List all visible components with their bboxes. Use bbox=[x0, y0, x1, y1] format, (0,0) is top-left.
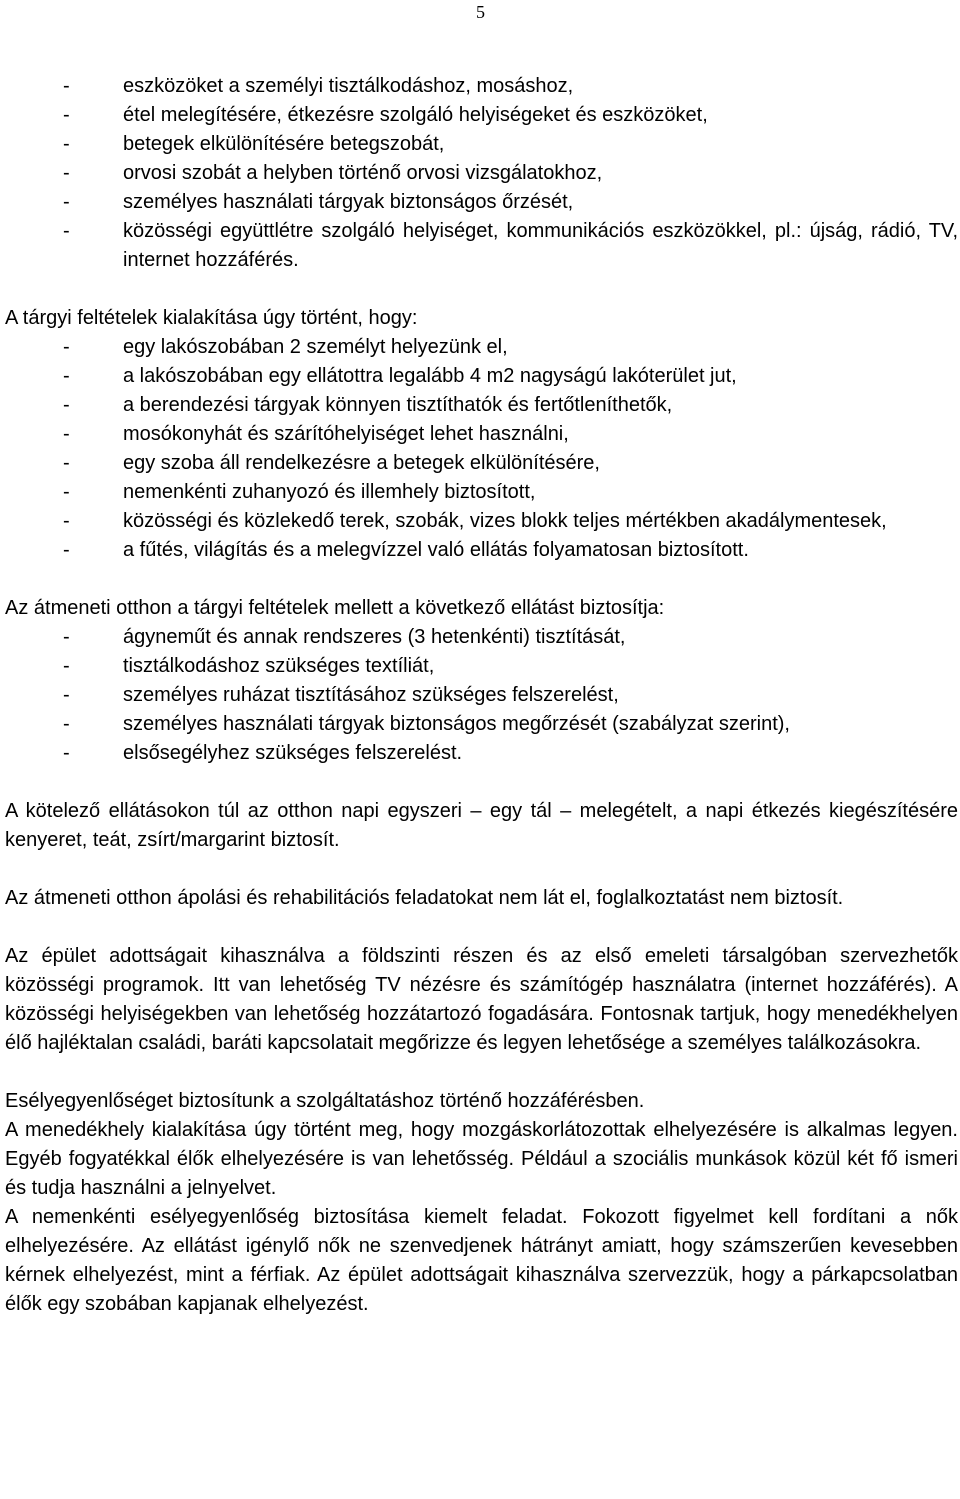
facilities-list bbox=[5, 72, 958, 275]
paragraph-gender-equality: A nemenkénti esélyegyenlőség biztosítása kiemelt feladat. Fokozott figyelmet kell fordítani a nők elhelyezésére. Az ellátást igénylő nők ne szenvedjenek hátrányt amiatt, hogy számszerűen kevesebben kérnek elhelyezést, mint a férfiak. Az épület adottságait kihasználva szervezzük, hogy a párkapcsolatban élők egy szobában kapjanak elhelyezést. bbox=[5, 1206, 958, 1315]
list-item: - egy lakószobában 2 személyt helyezünk el, bbox=[63, 336, 508, 358]
list-item: - étel melegítésére, étkezésre szolgáló helyiségeket és eszközöket, bbox=[63, 104, 708, 126]
list-item: - nemenkénti zuhanyozó és illemhely biztosított, bbox=[63, 481, 536, 503]
list-item: - személyes használati tárgyak biztonságos megőrzését (szabályzat szerint), bbox=[63, 713, 790, 735]
paragraph-services-intro: Az átmeneti otthon a tárgyi feltételek mellett a következő ellátást biztosítja: bbox=[5, 597, 665, 619]
paragraph-community: Az épület adottságait kihasználva a földszinti részen és az első emeleti társalgóban szervezhetők közösségi programok. Itt van lehetőség TV nézésre és számítógép használatra (internet hozzáférés). A közösségi helyiségekben van lehetőség hozzátartozó fogadására. Fontosnak tartjuk, hogy menedékhelyen élő hajléktalan családi, baráti kapcsolatait megőrizze és legyen lehetősége a személyes találkozásokra. bbox=[5, 945, 958, 1054]
list-item: - egy szoba áll rendelkezésre a betegek elkülönítésére, bbox=[63, 452, 600, 474]
list-item: - személyes használati tárgyak biztonságos őrzését, bbox=[63, 191, 574, 213]
paragraph-meals: A kötelező ellátásokon túl az otthon napi egyszeri – egy tál – melegételt, a napi étkezés kiegészítésére kenyeret, teát, zsírt/margarint biztosít. bbox=[5, 800, 958, 851]
list-item: - a berendezési tárgyak könnyen tisztíthatók és fertőtleníthetők, bbox=[63, 394, 673, 416]
paragraph-care: Az átmeneti otthon ápolási és rehabilitációs feladatokat nem lát el, foglalkoztatást nem biztosít. bbox=[5, 887, 844, 909]
paragraph-accessibility: A menedékhely kialakítása úgy történt meg, hogy mozgáskorlátozottak elhelyezésére is alkalmas legyen. Egyéb fogyatékkal élők elhelyezésére is van lehetősség. Például a szociális munkások közül két fő ismeri és tudja használni a jelnyelvet. bbox=[5, 1119, 958, 1199]
conditions-list bbox=[5, 333, 958, 565]
list-item: - mosókonyhát és szárítóhelyiséget lehet használni, bbox=[63, 423, 569, 445]
list-item: - eszközöket a személyi tisztálkodáshoz, mosáshoz, bbox=[63, 75, 574, 97]
list-item: - orvosi szobát a helyben történő orvosi vizsgálatokhoz, bbox=[63, 162, 603, 184]
list-item: - személyes ruházat tisztításához szükséges felszerelést, bbox=[63, 684, 619, 706]
list-item: - a fűtés, világítás és a melegvízzel való ellátás folyamatosan biztosított. bbox=[63, 539, 749, 561]
list-item: - közösségi együttlétre szolgáló helyiséget, kommunikációs eszközökkel, pl.: újság, rádió, TV, internet hozzáférés. bbox=[63, 220, 958, 271]
paragraph-conditions-intro: A tárgyi feltételek kialakítása úgy történt, hogy: bbox=[5, 307, 418, 329]
list-item: - betegek elkülönítésére betegszobát, bbox=[63, 133, 445, 155]
list-item: - tisztálkodáshoz szükséges textíliát, bbox=[63, 655, 435, 677]
document-body bbox=[5, 72, 958, 1319]
paragraph-equal-opportunity: Esélyegyenlőséget biztosítunk a szolgáltatáshoz történő hozzáférésben. bbox=[5, 1090, 645, 1112]
list-item: - ágyneműt és annak rendszeres (3 hetenkénti) tisztítását, bbox=[63, 626, 626, 648]
page-number: 5 bbox=[476, 2, 485, 22]
list-item: - elsősegélyhez szükséges felszerelést. bbox=[63, 742, 463, 764]
list-item: - közösségi és közlekedő terek, szobák, vizes blokk teljes mértékben akadálymentesek, bbox=[63, 510, 887, 532]
services-list bbox=[5, 623, 958, 768]
list-item: - a lakószobában egy ellátottra legalább 4 m2 nagyságú lakóterület jut, bbox=[63, 365, 737, 387]
